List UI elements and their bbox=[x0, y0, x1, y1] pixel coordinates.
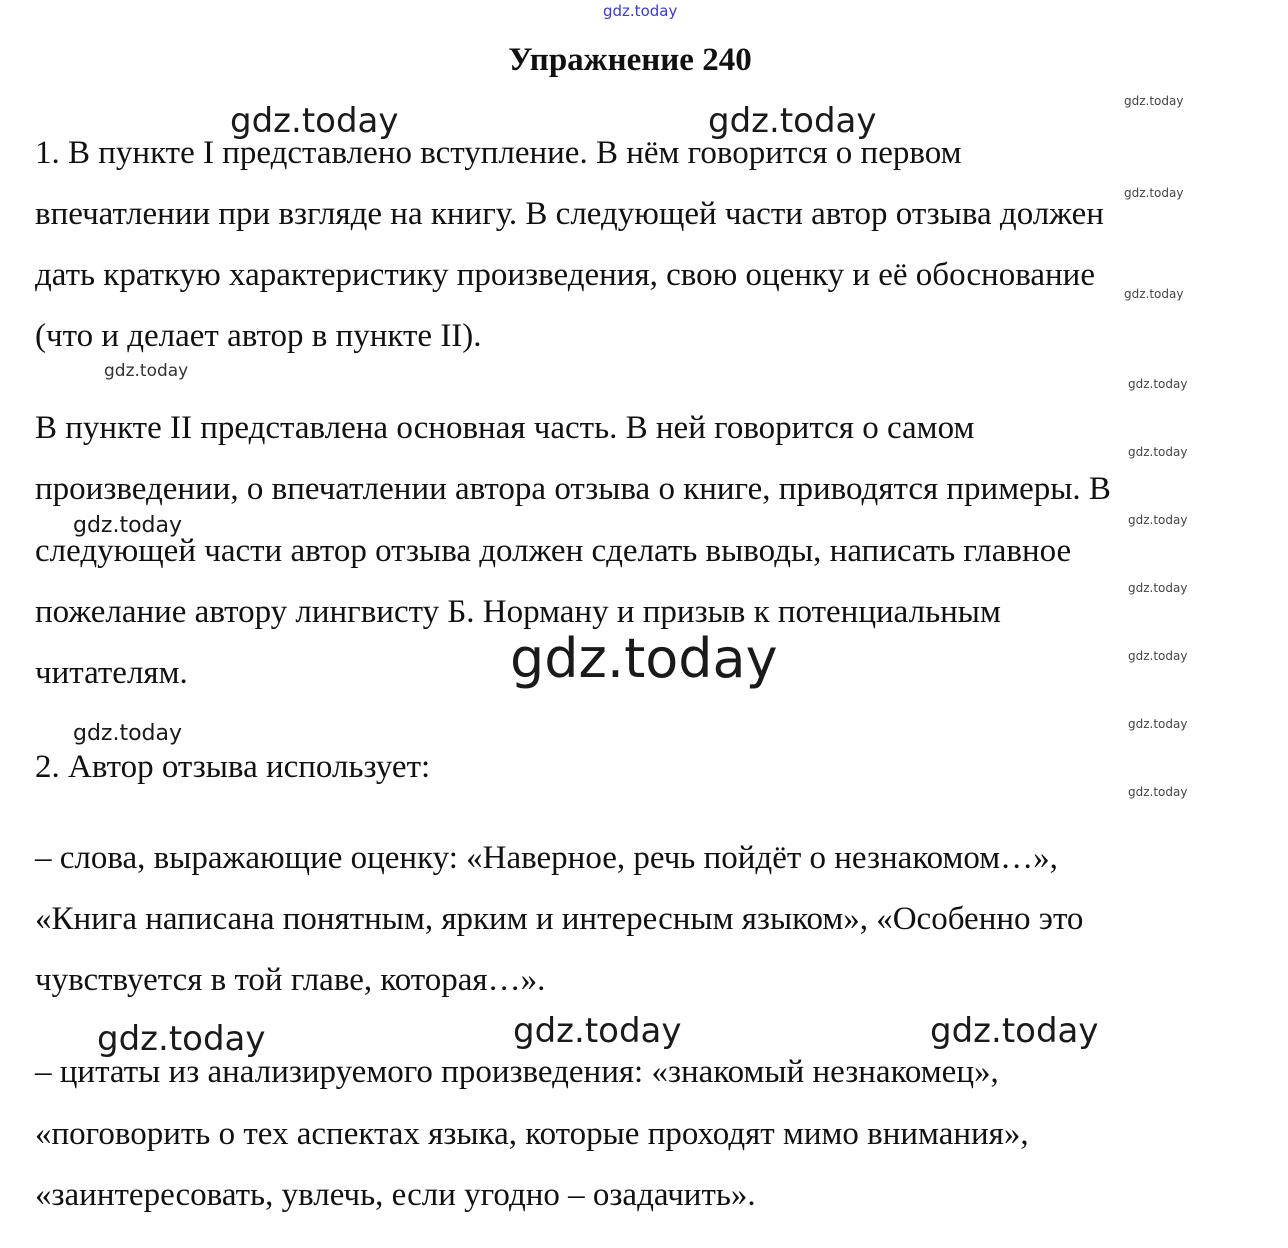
text-line: «Книга написана понятным, ярким и интересным языком», «Особенно это bbox=[35, 901, 1084, 937]
watermark: gdz.today bbox=[97, 1019, 266, 1059]
watermark: gdz.today bbox=[1124, 186, 1184, 200]
watermark: gdz.today bbox=[1128, 649, 1188, 663]
text-line: «заинтересовать, увлечь, если угодно – озадачить». bbox=[35, 1177, 756, 1213]
watermark: gdz.today bbox=[1124, 94, 1184, 108]
watermark: gdz.today bbox=[930, 1011, 1099, 1051]
watermark: gdz.today bbox=[1128, 717, 1188, 731]
watermark-large: gdz.today bbox=[510, 627, 778, 690]
text-line: пожелание автору лингвисту Б. Норману и призыв к потенциальным bbox=[35, 594, 1001, 630]
watermark: gdz.today bbox=[104, 361, 189, 381]
watermark: gdz.today bbox=[1128, 581, 1188, 595]
watermark: gdz.today bbox=[230, 101, 399, 141]
text-line: читателям. bbox=[35, 655, 188, 691]
watermark: gdz.today bbox=[73, 513, 183, 538]
watermark: gdz.today bbox=[708, 101, 877, 141]
text-line: произведении, о впечатлении автора отзыва о книге, приводятся примеры. В bbox=[35, 471, 1111, 507]
watermark: gdz.today bbox=[1124, 287, 1184, 301]
text-line: 2. Автор отзыва использует: bbox=[35, 749, 431, 785]
watermark: gdz.today bbox=[1128, 445, 1188, 459]
text-line: следующей части автор отзыва должен сделать выводы, написать главное bbox=[35, 533, 1072, 569]
text-line: впечатлении при взгляде на книгу. В следующей части автор отзыва должен bbox=[35, 196, 1104, 232]
watermark: gdz.today bbox=[73, 721, 183, 746]
text-line: – цитаты из анализируемого произведения: «знакомый незнакомец», bbox=[35, 1054, 999, 1090]
watermark: gdz.today bbox=[1128, 377, 1188, 391]
text-line: В пункте II представлена основная часть. В ней говорится о самом bbox=[35, 410, 975, 446]
text-line: (что и делает автор в пункте II). bbox=[35, 318, 482, 354]
watermark: gdz.today bbox=[1128, 513, 1188, 527]
watermark: gdz.today bbox=[1128, 785, 1188, 799]
text-line: чувствуется в той главе, которая…». bbox=[35, 962, 546, 998]
watermark: gdz.today bbox=[513, 1011, 682, 1051]
text-line: – слова, выражающие оценку: «Наверное, речь пойдёт о незнакомом…», bbox=[35, 840, 1058, 876]
text-line: «поговорить о тех аспектах языка, которые проходят мимо внимания», bbox=[35, 1116, 1029, 1152]
header-watermark: gdz.today bbox=[603, 2, 678, 20]
page-title: Упражнение 240 bbox=[508, 42, 752, 78]
text-line: дать краткую характеристику произведения, свою оценку и её обоснование bbox=[35, 257, 1095, 293]
text-line: 1. В пункте I представлено вступление. В нём говорится о первом bbox=[35, 135, 962, 171]
